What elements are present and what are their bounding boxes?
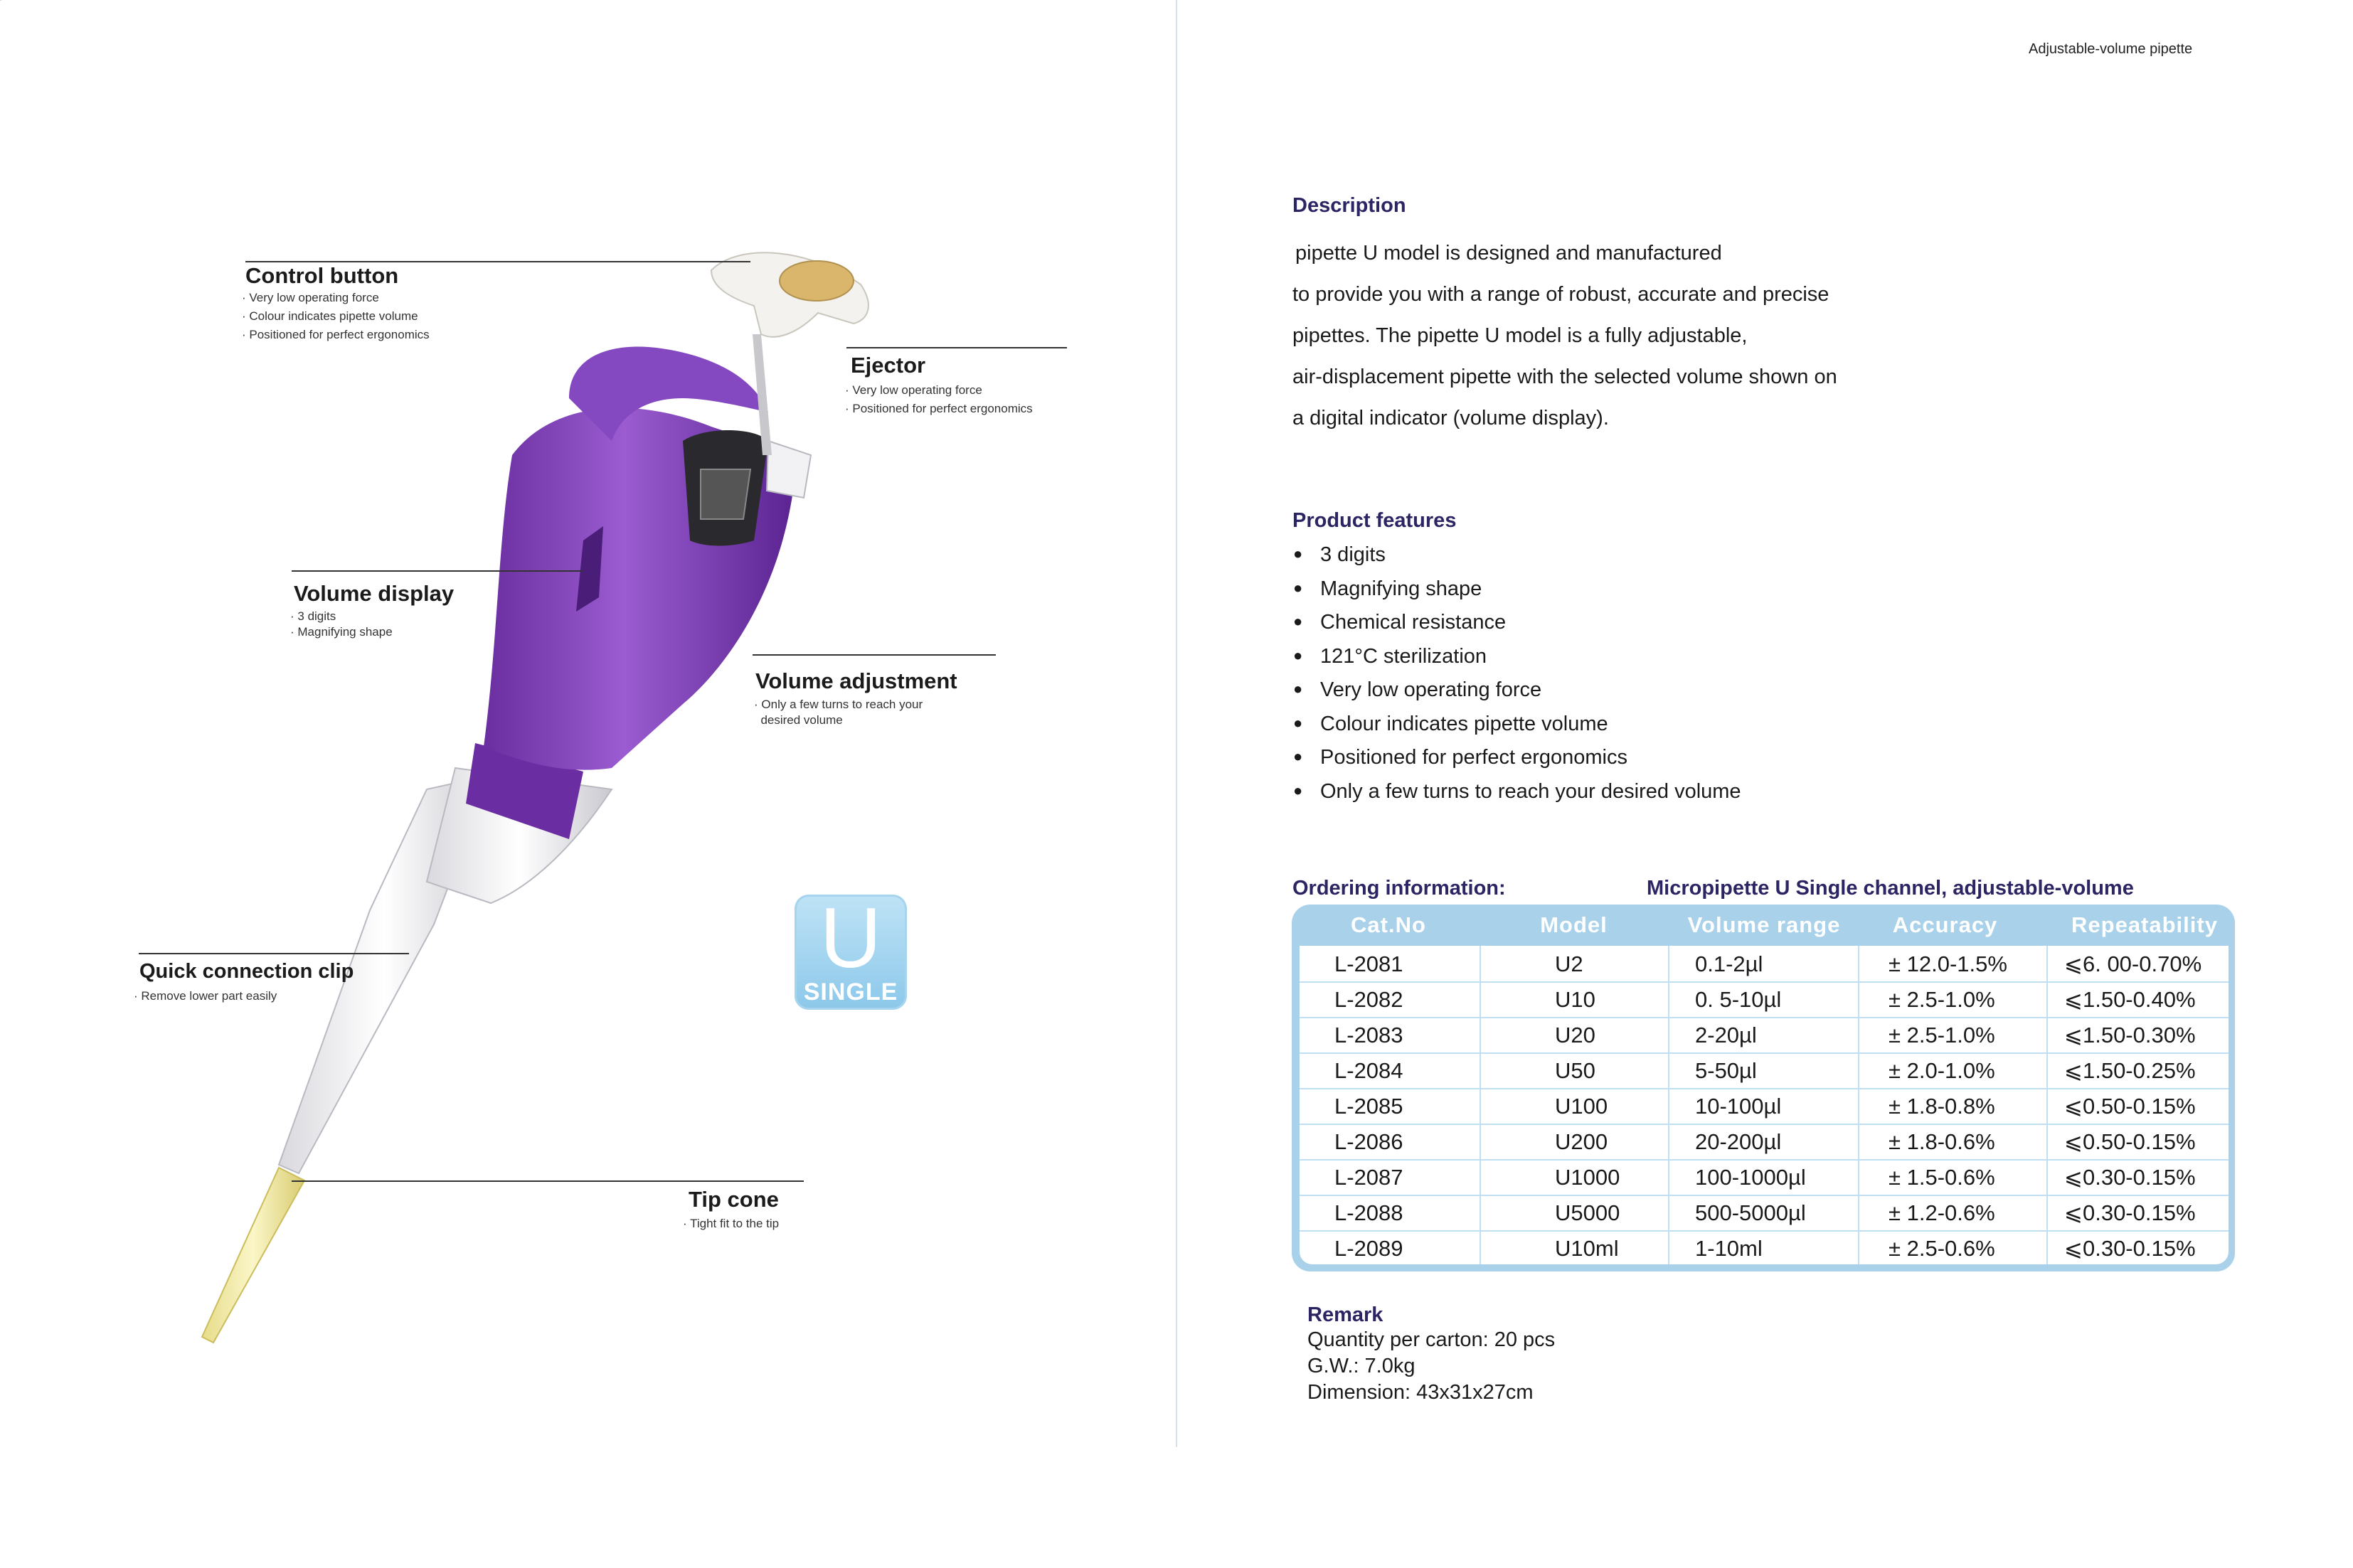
- bullet: · Positioned for perfect ergonomics: [845, 402, 1033, 415]
- bullet: · Tight fit to the tip: [683, 1217, 780, 1230]
- bullet: · Very low operating force: [242, 291, 379, 304]
- remark-body: [1307, 1327, 1555, 1406]
- table-divider: [1858, 946, 1859, 1264]
- badge-letter: U: [819, 890, 882, 986]
- bullet: desired volume: [760, 713, 843, 727]
- cell-volume: 500-5000µl: [1695, 1200, 1806, 1225]
- bullet: · Remove lower part easily: [134, 989, 277, 1003]
- remark-line: Dimension: 43x31x27cm: [1307, 1381, 1534, 1404]
- feature-item: ● Colour indicates pipette volume: [1293, 707, 1741, 741]
- description-line: air-displacement pipette with the selected volume shown on: [1292, 366, 1837, 388]
- volume-display-title: Volume display: [294, 581, 455, 606]
- cell-accuracy: ± 1.8-0.6%: [1889, 1129, 1995, 1154]
- ejector-bullets: [845, 381, 1033, 418]
- cell-cat-no: L-2088: [1334, 1200, 1403, 1225]
- feature-item: ● Magnifying shape: [1293, 572, 1741, 606]
- cell-repeatability: ⩽1.50-0.25%: [2064, 1058, 2196, 1083]
- cell-cat-no: L-2083: [1334, 1023, 1403, 1047]
- remark-title: Remark: [1307, 1303, 1383, 1326]
- cell-cat-no: L-2087: [1334, 1165, 1403, 1190]
- description-line: pipettes. The pipette U model is a fully adjustable,: [1292, 324, 1748, 347]
- cell-model: U1000: [1555, 1165, 1620, 1190]
- cell-cat-no: L-2086: [1334, 1129, 1403, 1154]
- feature-item: ● Only a few turns to reach your desired volume: [1293, 774, 1741, 809]
- cell-accuracy: ± 1.2-0.6%: [1889, 1200, 1995, 1225]
- cell-model: U50: [1555, 1058, 1595, 1083]
- bullet: · Colour indicates pipette volume: [242, 309, 418, 323]
- cell-accuracy: ± 12.0-1.5%: [1889, 951, 2007, 976]
- page-divider: [1176, 0, 1177, 1447]
- col-header-accuracy: Accuracy: [1892, 912, 1998, 937]
- control-button-title: Control button: [245, 263, 399, 288]
- cell-model: U100: [1555, 1094, 1608, 1119]
- tip-cone-leader: [292, 1180, 804, 1182]
- bullet: · Only a few turns to reach your: [754, 698, 923, 711]
- feature-item: ● Chemical resistance: [1293, 605, 1741, 639]
- corner-mark: [0, 0, 1, 1]
- u-single-badge: [795, 890, 907, 1010]
- cell-volume: 2-20µl: [1695, 1023, 1757, 1047]
- feature-item: ● 121°C sterilization: [1293, 639, 1741, 673]
- remark-line: G.W.: 7.0kg: [1307, 1355, 1415, 1377]
- bullet: · Very low operating force: [845, 383, 982, 397]
- cell-repeatability: ⩽0.30-0.15%: [2064, 1200, 2196, 1225]
- cell-accuracy: ± 2.5-1.0%: [1889, 987, 1995, 1012]
- description-body: [1292, 233, 1837, 439]
- cell-model: U200: [1555, 1129, 1608, 1154]
- quick-connection-bullets: [134, 987, 277, 1006]
- bullet: · Positioned for perfect ergonomics: [242, 328, 430, 341]
- description-title: Description: [1292, 194, 1406, 217]
- ordering-subtitle: Micropipette U Single channel, adjustable-volume: [1647, 877, 2134, 900]
- cell-model: U2: [1555, 951, 1583, 976]
- cell-cat-no: L-2085: [1334, 1094, 1403, 1119]
- control-button-bullets: [242, 289, 430, 344]
- col-header-model: Model: [1540, 912, 1608, 937]
- cell-volume: 0. 5-10µl: [1695, 987, 1782, 1012]
- table-divider: [1480, 946, 1481, 1264]
- quick-connection-leader: [139, 953, 409, 954]
- volume-adjustment-bullets: [754, 697, 923, 728]
- badge-word: SINGLE: [803, 978, 898, 1006]
- cell-accuracy: ± 2.5-1.0%: [1889, 1023, 1995, 1047]
- cell-accuracy: ± 2.0-1.0%: [1889, 1058, 1995, 1083]
- cell-accuracy: ± 1.8-0.8%: [1889, 1094, 1995, 1119]
- cell-repeatability: ⩽1.50-0.30%: [2064, 1023, 2196, 1047]
- tip-cone-bullets: [683, 1215, 779, 1233]
- table-divider: [1668, 946, 1669, 1264]
- col-header-cat-no: Cat.No: [1351, 912, 1426, 937]
- cell-repeatability: ⩽0.50-0.15%: [2064, 1094, 2196, 1119]
- cell-cat-no: L-2081: [1334, 951, 1403, 976]
- header-title: Adjustable-volume pipette: [2029, 41, 2193, 57]
- ordering-title: Ordering information:: [1292, 877, 1506, 900]
- cell-cat-no: L-2084: [1334, 1058, 1403, 1083]
- ejector-title: Ejector: [851, 353, 926, 378]
- remark-line: Quantity per carton: 20 pcs: [1307, 1328, 1556, 1351]
- tip-cone-title: Tip cone: [689, 1187, 779, 1212]
- bullet: · Magnifying shape: [290, 625, 393, 639]
- cell-volume: 100-1000µl: [1695, 1165, 1806, 1190]
- cell-repeatability: ⩽0.50-0.15%: [2064, 1129, 2196, 1154]
- features-list: [1293, 538, 1741, 808]
- cell-model: U10: [1555, 987, 1595, 1012]
- feature-item: ● Very low operating force: [1293, 673, 1741, 707]
- description-line: pipette U model is designed and manufactured: [1295, 242, 1722, 265]
- cell-model: U10ml: [1555, 1236, 1619, 1261]
- cell-volume: 1-10ml: [1695, 1236, 1763, 1261]
- cell-accuracy: ± 2.5-0.6%: [1889, 1236, 1995, 1261]
- cell-repeatability: ⩽6. 00-0.70%: [2064, 951, 2202, 976]
- features-title: Product features: [1292, 509, 1457, 532]
- volume-display-bullets: [290, 609, 393, 640]
- volume-adjustment-title: Volume adjustment: [755, 668, 957, 693]
- cell-cat-no: L-2082: [1334, 987, 1403, 1012]
- cell-repeatability: ⩽0.30-0.15%: [2064, 1165, 2196, 1190]
- feature-item: ● 3 digits: [1293, 538, 1741, 572]
- ejector-leader: [846, 347, 1067, 348]
- cell-volume: 0.1-2µl: [1695, 951, 1763, 976]
- bullet: · 3 digits: [290, 609, 336, 623]
- volume-display-leader: [292, 570, 583, 572]
- col-header-repeatability: Repeatability: [2071, 912, 2218, 937]
- cell-volume: 5-50µl: [1695, 1058, 1757, 1083]
- cell-repeatability: ⩽1.50-0.40%: [2064, 987, 2196, 1012]
- cell-volume: 20-200µl: [1695, 1129, 1782, 1154]
- cell-cat-no: L-2089: [1334, 1236, 1403, 1261]
- table-divider: [2046, 946, 2048, 1264]
- control-button-leader: [245, 261, 750, 262]
- cell-accuracy: ± 1.5-0.6%: [1889, 1165, 1995, 1190]
- feature-item: ● Positioned for perfect ergonomics: [1293, 740, 1741, 774]
- cell-volume: 10-100µl: [1695, 1094, 1782, 1119]
- cell-model: U5000: [1555, 1200, 1620, 1225]
- cell-repeatability: ⩽0.30-0.15%: [2064, 1236, 2196, 1261]
- quick-connection-title: Quick connection clip: [139, 960, 354, 983]
- description-line: a digital indicator (volume display).: [1292, 407, 1609, 430]
- cell-model: U20: [1555, 1023, 1595, 1047]
- description-line: to provide you with a range of robust, accurate and precise: [1292, 283, 1829, 306]
- col-header-volume-range: Volume range: [1687, 912, 1841, 937]
- volume-adjustment-leader: [753, 654, 996, 656]
